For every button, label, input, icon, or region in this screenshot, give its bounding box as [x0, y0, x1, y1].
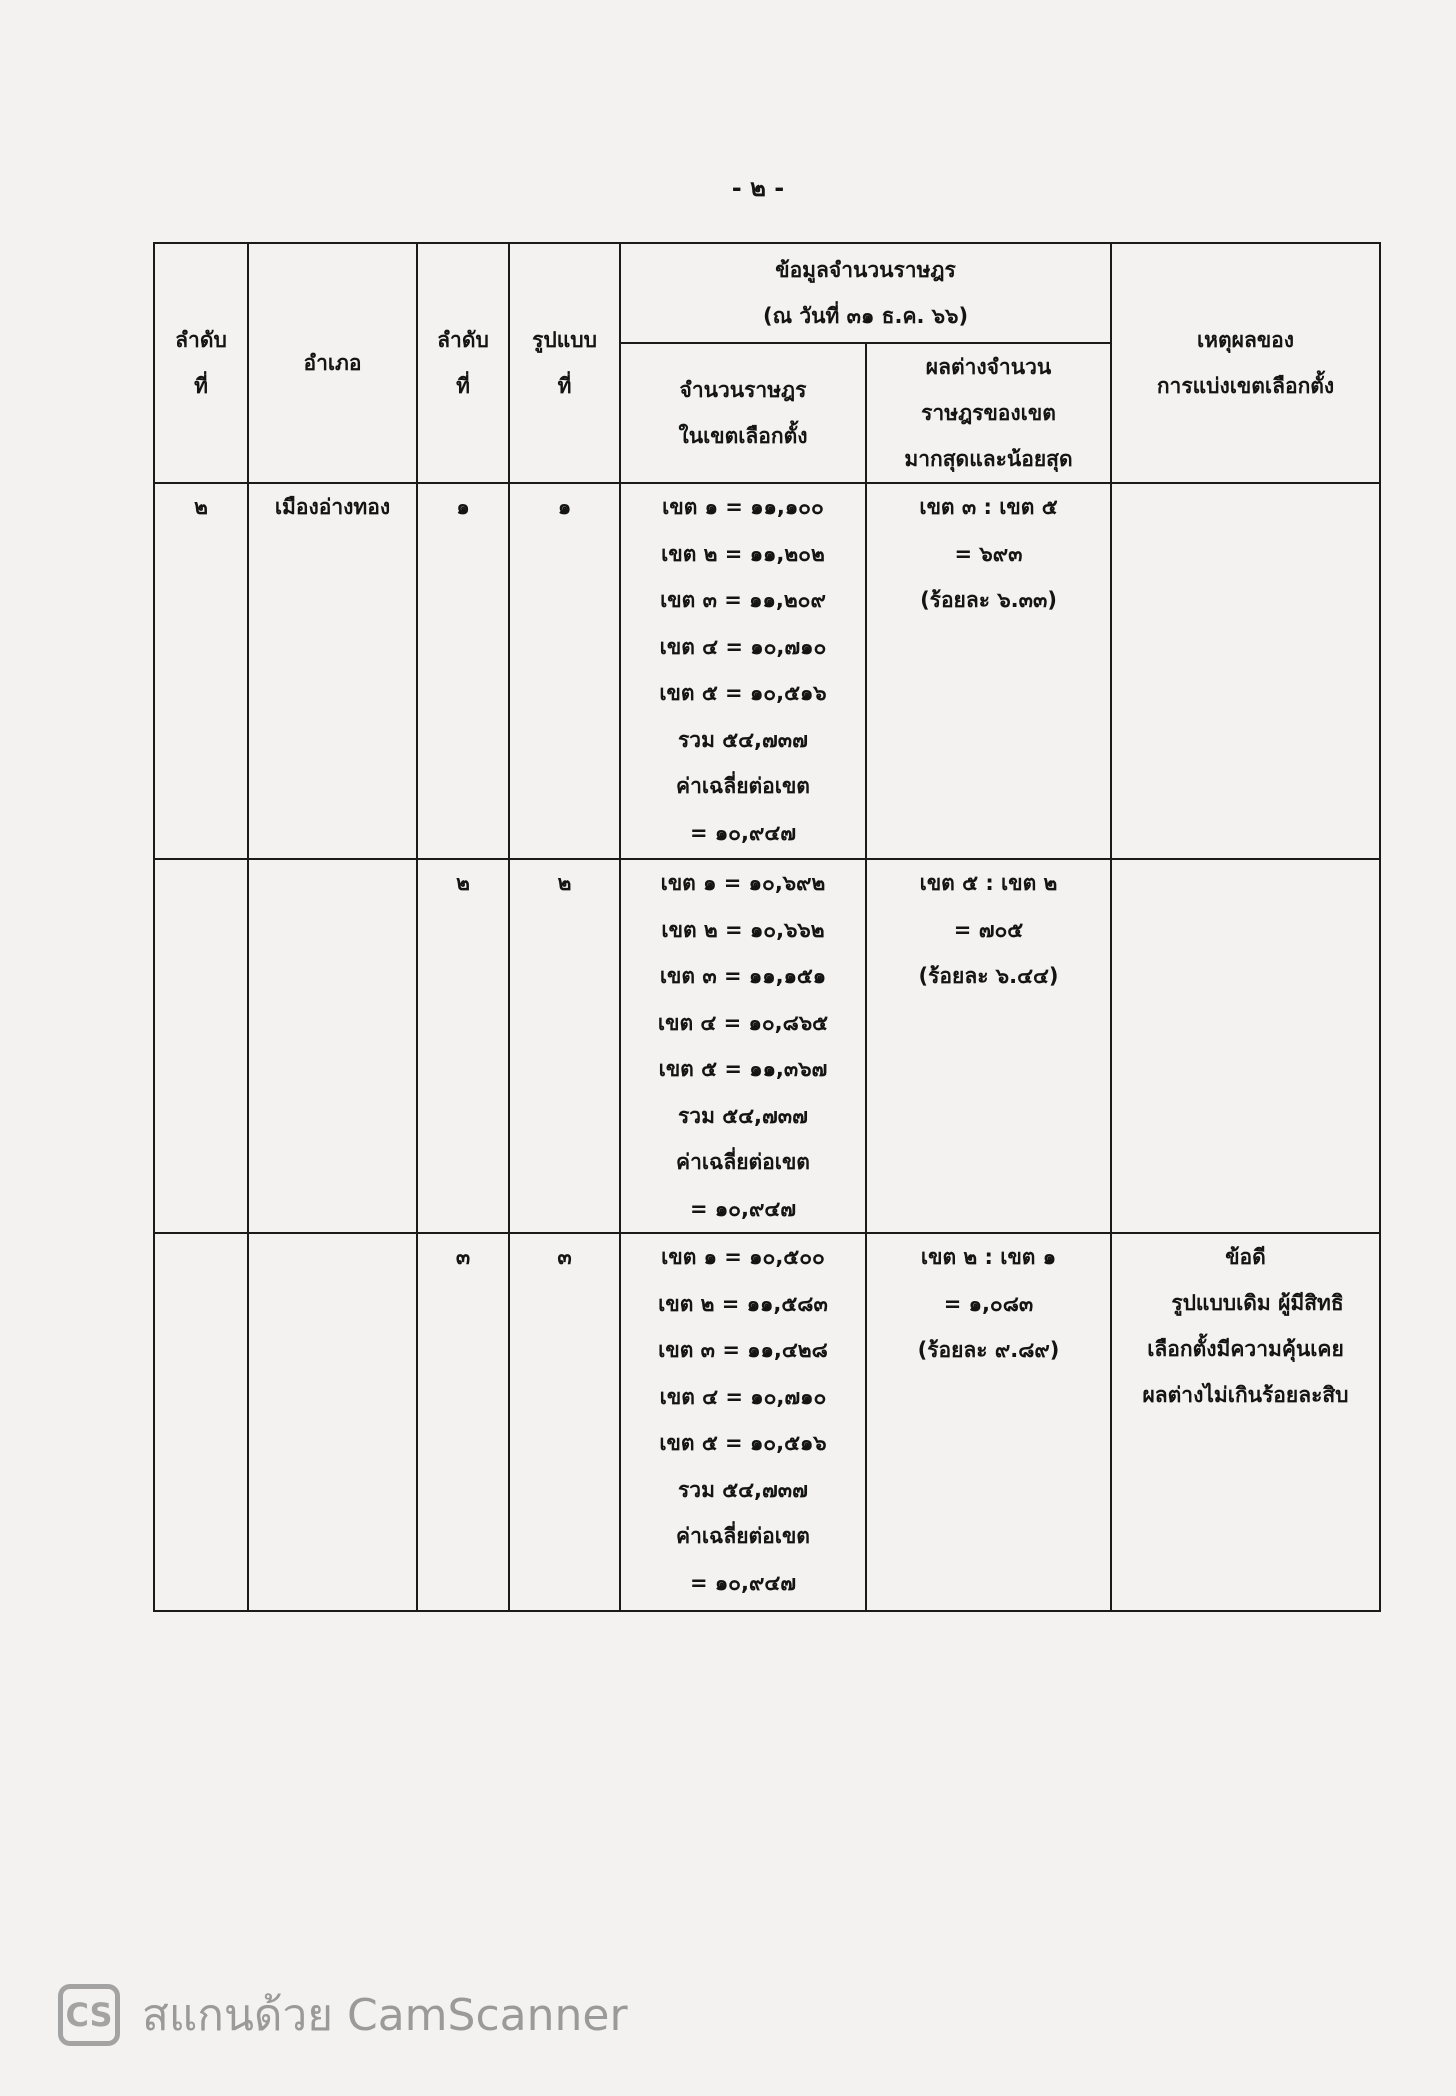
- cell-reason: [1111, 1233, 1380, 1611]
- header-pop-in-zone: จำนวนราษฎร ในเขตเลือกตั้ง: [620, 343, 866, 483]
- header-seq2: ลำดับ ที่: [417, 243, 509, 483]
- header-form: รูปแบบ ที่: [509, 243, 620, 483]
- cell-amphoe: [248, 1233, 417, 1611]
- cell-seq2: ๑: [417, 483, 509, 859]
- cell-reason: [1111, 483, 1380, 859]
- header-reason: เหตุผลของ การแบ่งเขตเลือกตั้ง: [1111, 243, 1380, 483]
- cell-form: ๒: [509, 859, 620, 1233]
- cell-amphoe: เมืองอ่างทอง: [248, 483, 417, 859]
- cell-diff: เขต ๒ : เขต ๑ = ๑,๐๘๓ (ร้อยละ ๙.๘๙): [866, 1233, 1111, 1611]
- table-row: [154, 483, 1380, 859]
- header-seq: ลำดับ ที่: [154, 243, 248, 483]
- cell-reason: [1111, 859, 1380, 1233]
- district-table: [153, 242, 1381, 1612]
- header-pop-group: ข้อมูลจำนวนราษฎร (ณ วันที่ ๓๑ ธ.ค. ๖๖): [620, 243, 1111, 343]
- header-diff: ผลต่างจำนวน ราษฎรของเขต มากสุดและน้อยสุด: [866, 343, 1111, 483]
- cell-pop: เขต ๑ = ๑๑,๑๐๐ เขต ๒ = ๑๑,๒๐๒ เขต ๓ = ๑๑,๒๐๙ เขต ๔ = ๑๐,๗๑๐ เขต ๕ = ๑๐,๕๑๖ รวม ๕๔,๗๓๗ ค่าเฉลี่ยต่อเขต = ๑๐,๙๔๗: [620, 483, 866, 859]
- cell-seq2: ๒: [417, 859, 509, 1233]
- reason-line: เลือกตั้งมีความคุ้นเคย: [1147, 1337, 1344, 1361]
- cell-form: ๓: [509, 1233, 620, 1611]
- reason-line: รูปแบบเดิม ผู้มีสิทธิ: [1171, 1291, 1344, 1315]
- cell-diff: เขต ๓ : เขต ๕ = ๖๙๓ (ร้อยละ ๖.๓๓): [866, 483, 1111, 859]
- page-number: - ๒ -: [731, 174, 785, 202]
- cell-pop: เขต ๑ = ๑๐,๕๐๐ เขต ๒ = ๑๑,๕๘๓ เขต ๓ = ๑๑,๔๒๘ เขต ๔ = ๑๐,๗๑๐ เขต ๕ = ๑๐,๕๑๖ รวม ๕๔,๗๓๗ ค่าเฉลี่ยต่อเขต = ๑๐,๙๔๗: [620, 1233, 866, 1611]
- cell-seq: [154, 1233, 248, 1611]
- cell-form: ๑: [509, 483, 620, 859]
- header-amphoe: อำเภอ: [248, 243, 417, 483]
- reason-line: ผลต่างไม่เกินร้อยละสิบ: [1142, 1383, 1349, 1407]
- cell-diff: เขต ๕ : เขต ๒ = ๗๐๕ (ร้อยละ ๖.๔๔): [866, 859, 1111, 1233]
- cell-seq: ๒: [154, 483, 248, 859]
- watermark-label: สแกนด้วย CamScanner: [142, 1990, 628, 2041]
- camscanner-logo-icon: CS: [58, 1984, 120, 2046]
- cell-pop: เขต ๑ = ๑๐,๖๙๒ เขต ๒ = ๑๐,๖๖๒ เขต ๓ = ๑๑,๑๕๑ เขต ๔ = ๑๐,๘๖๕ เขต ๕ = ๑๑,๓๖๗ รวม ๕๔,๗๓๗ ค่าเฉลี่ยต่อเขต = ๑๐,๙๔๗: [620, 859, 866, 1233]
- table-row: [154, 1233, 1380, 1611]
- table-row: [154, 859, 1380, 1233]
- reason-title: ข้อดี: [1225, 1245, 1266, 1269]
- camscanner-watermark: [58, 1980, 628, 2050]
- cell-seq2: ๓: [417, 1233, 509, 1611]
- cell-amphoe: [248, 859, 417, 1233]
- cell-seq: [154, 859, 248, 1233]
